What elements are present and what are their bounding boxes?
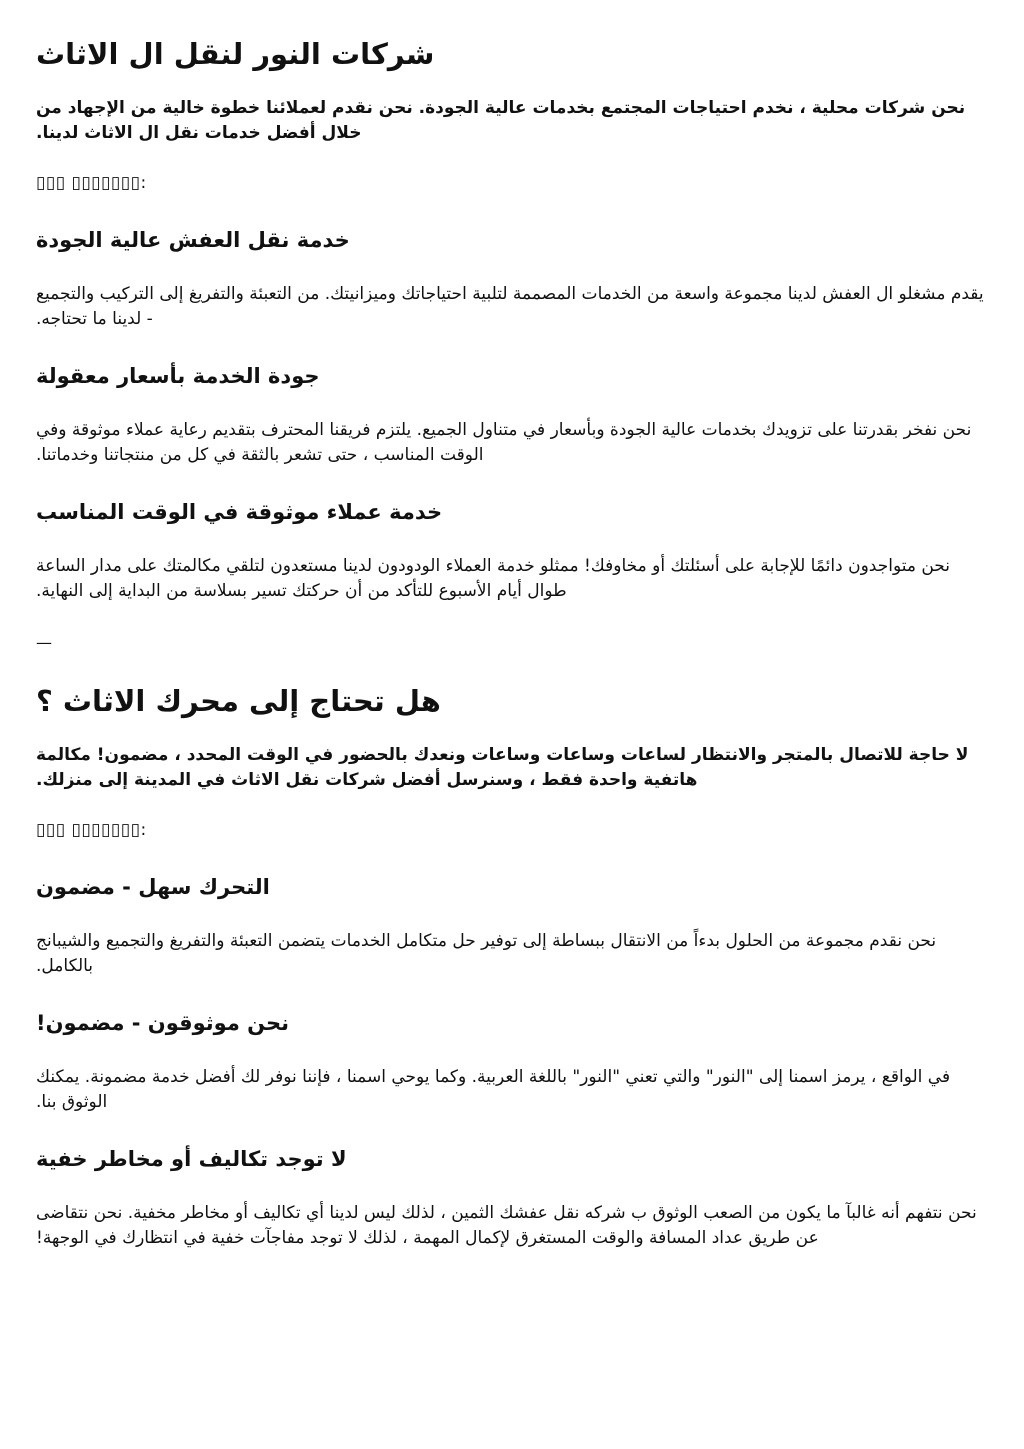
- paragraph-affordable-prices: نحن نفخر بقدرتنا على تزويدك بخدمات عالية الجودة وبأسعار في متناول الجميع. يلتزم فريقنا المحترف بتقديم رعاية عملاء موثوقة وفي الوقت المناسب ، حتى تشعر بالثقة في كل من منتجاتنا وخدماتنا.: [36, 420, 972, 465]
- placeholder-glyph-line: ▯▯▯ ▯▯▯▯▯▯▯:: [36, 173, 147, 193]
- subheading-affordable-prices: جودة الخدمة بأسعار معقولة: [36, 364, 320, 388]
- placeholder-glyph-line-2: ▯▯▯ ▯▯▯▯▯▯▯:: [36, 820, 147, 840]
- section-company-intro: [36, 34, 988, 604]
- page-title: شركات النور لنقل ال الاثاث: [36, 37, 435, 71]
- section-separator: —: [36, 633, 52, 652]
- subheading-easy-moving: التحرك سهل - مضمون: [36, 875, 270, 899]
- paragraph-no-hidden-costs: نحن نتفهم أنه غالبآ ما يكون من الصعب الوثوق ب شركه نقل عفشك الثمين ، لذلك ليس لدينا أي تكاليف أو مخاطر مخفية. نحن نتقاضى عن طريق عداد المسافة والوقت المستغرق لإكمال المهمة ، لذلك لا توجد مفاجآت خفية في انتظارك في الوجهة!: [36, 1203, 977, 1248]
- paragraph-trustworthy: في الواقع ، يرمز اسمنا إلى "النور" والتي تعني "النور" باللغة العربية. وكما يوحي اسمنا ، فإننا نوفر لك أفضل خدمة مضمونة. يمكنك الوثوق بنا.: [36, 1067, 951, 1112]
- intro-paragraph: نحن شركات محلية ، نخدم احتياجات المجتمع بخدمات عالية الجودة. نحن نقدم لعملائنا خطوة خالية من الإجهاد من خلال أفضل خدمات نقل ال الاثاث لدينا.: [36, 98, 966, 143]
- section-intro-paragraph: لا حاجة للاتصال بالمتجر والانتظار لساعات وساعات وساعات ونعدك بالحضور في الوقت المحدد ، مضمون! مكالمة هاتفية واحدة فقط ، وسنرسل أفضل شركات نقل الاثاث في المدينة إلى منزلك.: [36, 745, 969, 790]
- paragraph-reliable-service: نحن متواجدون دائمًا للإجابة على أسئلتك أو مخاوفك! ممثلو خدمة العملاء الودودون لدينا مستعدون لتلقي مكالمتك على مدار الساعة طوال أيام الأسبوع للتأكد من أن حركتك تسير بسلاسة من البداية إلى النهاية.: [36, 556, 951, 601]
- subheading-quality-moving: خدمة نقل العفش عالية الجودة: [36, 228, 350, 252]
- section-title: هل تحتاج إلى محرك الاثاث ؟: [36, 684, 441, 718]
- subheading-trustworthy: نحن موثوقون - مضمون!: [36, 1011, 290, 1035]
- paragraph-quality-moving: يقدم مشغلو ال العفش لدينا مجموعة واسعة من الخدمات المصممة لتلبية احتياجاتك وميزانيتك. من التعبئة والتفريغ إلى التركيب والتجميع - لدينا ما تحتاجه.: [36, 284, 984, 329]
- paragraph-easy-moving: نحن نقدم مجموعة من الحلول بدءاً من الانتقال ببساطة إلى توفير حل متكامل الخدمات يتضمن التعبئة والتفريغ والتجميع والشيبانج بالكامل.: [36, 931, 937, 976]
- section-need-mover: [36, 681, 988, 1251]
- subheading-no-hidden-costs: لا توجد تكاليف أو مخاطر خفية: [36, 1147, 347, 1171]
- subheading-reliable-service: خدمة عملاء موثوقة في الوقت المناسب: [36, 500, 443, 524]
